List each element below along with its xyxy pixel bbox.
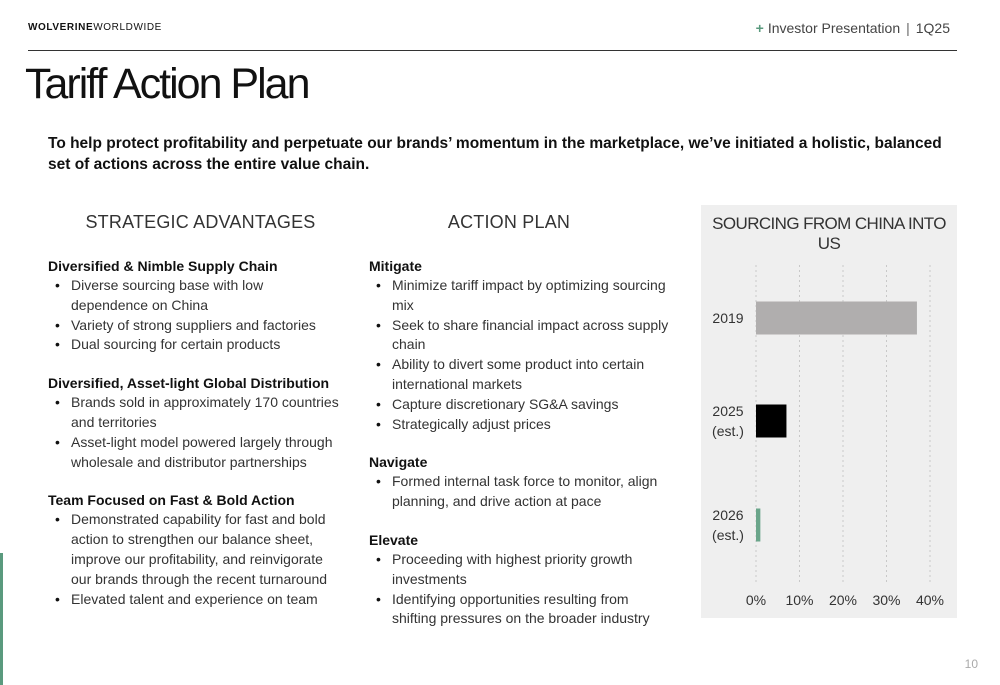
intro-statement: To help protect profitability and perpetuate our brands’ momentum in the marketplace, we’ve initiated a holistic, balanced set of actions across the entire value chain. <box>48 135 942 173</box>
sourcing-bar-chart <box>701 205 957 618</box>
strategic-advantages-column <box>48 212 343 607</box>
bullet-item: • Identifying opportunities resulting from shifting pressures on the broader industry <box>369 590 669 630</box>
page-number: 10 <box>964 657 978 671</box>
x-tick-label: 40% <box>915 592 945 608</box>
page-title: Tariff Action Plan <box>25 60 309 108</box>
bullet-item: • Proceeding with highest priority growth investments <box>369 550 669 590</box>
group-title: Navigate <box>369 454 428 471</box>
x-tick-label: 30% <box>872 592 901 608</box>
x-tick-label: 0% <box>745 592 767 608</box>
action-group <box>369 531 669 629</box>
chart-title: SOURCING FROM CHINA INTO US <box>712 214 946 253</box>
presentation-label: Investor Presentation <box>767 20 901 36</box>
category-label: 2025 <box>712 403 744 419</box>
header-divider <box>28 50 957 51</box>
group-title: Mitigate <box>369 258 422 274</box>
strategic-group <box>48 374 343 472</box>
group-title: Diversified, Asset-light Global Distribution <box>48 375 330 392</box>
action-plan-heading: ACTION PLAN <box>447 212 571 232</box>
bar-2 <box>756 509 760 542</box>
bullet-item: • Seek to share financial impact across supply chain <box>369 316 669 356</box>
bullet-item: • Elevated talent and experience on team <box>48 590 343 610</box>
logo-bold-text: WOLVERINE <box>28 22 94 33</box>
bullet-item: • Dual sourcing for certain products <box>48 335 343 355</box>
category-label: 2019 <box>712 310 744 326</box>
accent-bar <box>0 553 3 685</box>
plus-icon: + <box>755 20 764 36</box>
action-plan-column <box>369 212 669 627</box>
x-tick-label: 10% <box>785 592 814 608</box>
action-group <box>369 257 669 434</box>
group-title: Diversified & Nimble Supply Chain <box>48 258 278 274</box>
bar-1 <box>756 405 786 438</box>
group-title: Elevate <box>369 531 419 548</box>
company-logo <box>28 22 162 33</box>
header-separator: | <box>906 20 910 36</box>
bullet-item: • Ability to divert some product into certain international markets <box>369 355 669 395</box>
category-label: (est.) <box>712 423 744 439</box>
bullet-item: • Demonstrated capability for fast and bold action to strengthen our balance sheet, improve our profitability, and reinvigorate our brands through the recent turnaround <box>48 510 343 589</box>
quarter-label: 1Q25 <box>915 20 950 36</box>
presentation-header <box>756 20 950 36</box>
strategic-group <box>48 257 343 355</box>
bullet-item: • Strategically adjust prices <box>369 415 669 435</box>
bullet-item: • Asset-light model powered largely through wholesale and distributor partnerships <box>48 433 343 473</box>
bar-0 <box>756 302 917 335</box>
sourcing-chart-panel <box>701 205 957 618</box>
category-label: 2026 <box>712 507 744 523</box>
action-group <box>369 453 669 512</box>
logo-light-text: WORLDWIDE <box>93 22 162 33</box>
strategic-advantages-heading: STRATEGIC ADVANTAGES <box>85 212 316 232</box>
x-tick-label: 20% <box>828 592 858 608</box>
category-label: (est.) <box>712 527 744 543</box>
bullet-item: • Variety of strong suppliers and factories <box>48 316 343 336</box>
bullet-item: • Minimize tariff impact by optimizing sourcing mix <box>369 276 669 316</box>
bullet-item: • Capture discretionary SG&A savings <box>369 395 669 415</box>
strategic-group <box>48 491 343 609</box>
group-title: Team Focused on Fast & Bold Action <box>48 492 295 509</box>
bullet-item: • Diverse sourcing base with low dependence on China <box>48 276 343 316</box>
bullet-item: • Formed internal task force to monitor, align planning, and drive action at pace <box>369 472 669 512</box>
bullet-item: • Brands sold in approximately 170 countries and territories <box>48 393 343 433</box>
